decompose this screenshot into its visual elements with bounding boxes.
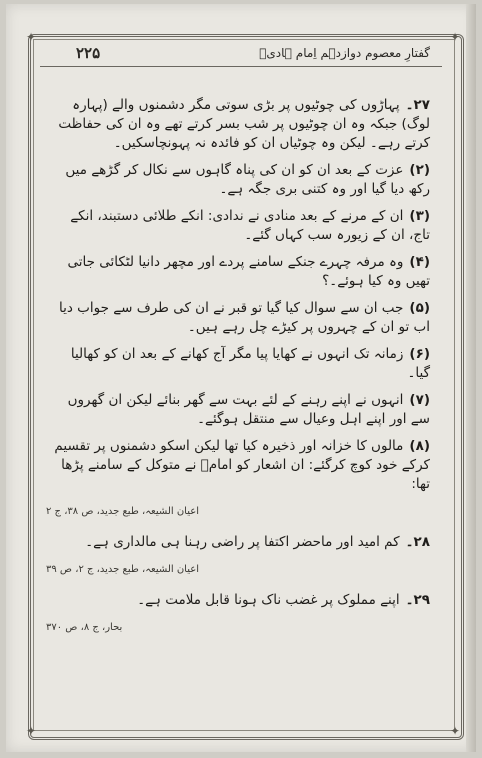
paragraph [46, 96, 430, 153]
paragraph-text: مالوں کا خزانہ اور ذخیرہ کیا تھا لیکن اسکو دشمنوں پر تقسیم کرکے خود کوچ کرگئے: ان اشعار کو امامؑ نے متوکل کے سامنے پڑھا تھا: [54, 438, 430, 492]
source-citation: اعیان الشیعہ، طبع جدید، ج ۲، ص ۳۹ [46, 564, 199, 575]
paragraph-text: جب ان سے سوال کیا گیا تو قبر نے ان کی طرف سے جواب دیا اب تو ان کے چہروں پر کیڑے چل رہے ہیں۔ [58, 300, 430, 335]
saying-text: کم امید اور ماحضر اکتفا پر راضی رہنا ہی مالداری ہے۔ [85, 534, 400, 550]
paragraph-text: وہ مرفہ چہرے جنکے سامنے پردے اور مچھر دانیا لٹکائی جاتی تھیں وہ کیا ہوئے۔؟ [67, 254, 430, 289]
corner-ornament-icon: ✦ [25, 724, 37, 738]
paragraph-number: (۵) [409, 300, 430, 316]
paragraph [46, 161, 430, 199]
header-divider [40, 66, 442, 67]
book-page [6, 4, 476, 752]
saying-text: اپنے مملوک پر غضب ناک ہونا قابل ملامت ہے۔ [137, 592, 400, 608]
saying-29 [46, 591, 430, 610]
page-body [46, 96, 430, 712]
page-binding-edge [466, 4, 476, 752]
page-number: ۲۲۵ [76, 44, 101, 62]
corner-ornament-icon: ✦ [449, 30, 461, 44]
corner-ornament-icon: ✦ [25, 30, 37, 44]
paragraph-number: (۶) [409, 346, 430, 362]
paragraph [46, 299, 430, 337]
source-citation: بحار، ج ۸، ص ۳۷۰ [46, 622, 123, 633]
corner-ornament-icon: ✦ [449, 724, 461, 738]
paragraph-text: انہوں نے اپنے رہنے کے لئے بہت سے گھر بنائے لیکن ان گھروں سے اور اپنے اہل وعیال سے منتقل ہوگئے۔ [67, 392, 430, 427]
paragraph-text: زمانہ تک انہوں نے کھایا پیا مگر آج کھانے کے بعد ان کو کھالیا گیا۔ [70, 346, 430, 381]
source-citation: اعیان الشیعہ، طبع جدید، ص ۳۸، ج ۲ [46, 506, 199, 517]
paragraph-number: (۸) [409, 438, 430, 454]
running-title: گفتارِ معصوم دوازدہم اِمام ہادیؑ [259, 46, 430, 60]
paragraph-number: (۴) [409, 254, 430, 270]
paragraph [46, 253, 430, 291]
paragraph-text: عزت کے بعد ان کو ان کی پناہ گاہوں سے نکال کر گڑھے میں رکھ دیا گیا اور وہ کتنی بری جگہ ہے۔ [65, 162, 430, 197]
paragraph [46, 437, 430, 494]
paragraph [46, 207, 430, 245]
paragraph-text: ان کے مرنے کے بعد منادی نے ندادی: انکے طلائی دستبند، انکے تاج، ان کے زیورہ سب کہاں گئے۔ [70, 208, 430, 243]
saying-number: ۲۸۔ [405, 534, 430, 550]
saying-28 [46, 533, 430, 552]
paragraph-number: (۷) [409, 392, 430, 408]
paragraph-number: ۲۷۔ [405, 97, 430, 113]
paragraph-number: (۲) [409, 162, 430, 178]
saying-number: ۲۹۔ [405, 592, 430, 608]
paragraph-text: پہاڑوں کی چوٹیوں پر بڑی سوتی مگر دشمنوں والے (پہارہ لوگ) جبکہ وہ ان چوٹیوں پر شب بسر کرتے تھے وہ ان کی حفاظت کرتے رہے۔ لیکن وہ چوٹیاں ان کو فائدہ نہ پہونچاسکیں۔ [58, 97, 430, 151]
paragraph [46, 345, 430, 383]
paragraph [46, 391, 430, 429]
paragraph-number: (۳) [409, 208, 430, 224]
